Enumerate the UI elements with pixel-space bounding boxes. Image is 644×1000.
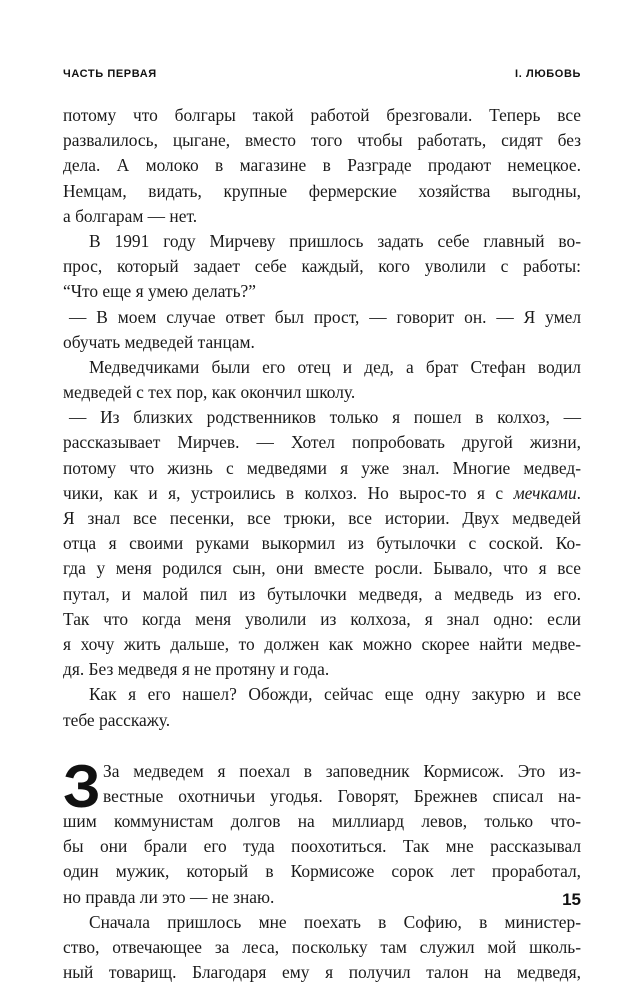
text-line: тебе расскажу. bbox=[63, 709, 171, 730]
text-line: Медведчиками были его отец и дед, а брат Стефан водил bbox=[89, 356, 581, 377]
text-line: потому что жизнь с медведями я уже знал. Многие медвед- bbox=[63, 457, 581, 478]
text-line: медведей с тех пор, как окончил школу. bbox=[63, 382, 356, 403]
text-line: — В моем случае ответ был прост, — говорит он. — Я умел bbox=[69, 306, 581, 327]
text-line: гда у меня родился сын, они вместе росли. Бывало, что я все bbox=[63, 558, 581, 579]
drop-cap: З bbox=[63, 752, 101, 820]
text-line: — Из близких родственников только я пошел в колхоз, — bbox=[69, 407, 581, 428]
text-line: но правда ли это — не знаю. bbox=[63, 886, 275, 907]
text-line: вестные охотничьи угодья. Говорят, Брежнев списал на- bbox=[103, 785, 581, 806]
text-line: “Что еще я умею делать?” bbox=[63, 281, 256, 302]
text-line: Немцам, видать, крупные фермерские хозяйства выгодны, bbox=[63, 180, 581, 201]
italic-word: мечками bbox=[513, 482, 577, 503]
text-line: ный товарищ. Благодаря ему я получил талон на медведя, bbox=[63, 962, 581, 983]
text-line: В 1991 году Мирчеву пришлось задать себе главный во- bbox=[89, 230, 581, 251]
text-segment: . bbox=[576, 482, 581, 503]
text-line: я хочу жить дальше, то должен как можно скорее найти медве- bbox=[63, 633, 581, 654]
text-line: За медведем я поехал в заповедник Кормисож. Это из- bbox=[103, 760, 581, 781]
header-part-title: ЧАСТЬ ПЕРВАЯ bbox=[63, 68, 157, 80]
text-line: прос, который задает себе каждый, кого уволили с работы: bbox=[63, 256, 581, 277]
text-line: один мужик, который в Кормисоже сорок лет проработал, bbox=[63, 861, 581, 882]
header-chapter-title: I. ЛЮБОВЬ bbox=[515, 68, 581, 80]
page-number: 15 bbox=[562, 890, 581, 909]
page-body bbox=[63, 103, 581, 985]
section-break bbox=[63, 733, 581, 759]
text-line: Сначала пришлось мне поехать в Софию, в министер- bbox=[89, 911, 581, 932]
text-line: шим коммунистам долгов на миллиард левов, только что- bbox=[63, 811, 581, 832]
text-line: Как я его нашел? Обожди, сейчас еще одну закурю и все bbox=[89, 684, 581, 705]
text-line: дела. А молоко в магазине в Разграде продают немецкое. bbox=[63, 155, 581, 176]
text-line: Так что когда меня уволили из колхоза, я знал одно: если bbox=[63, 608, 581, 629]
text-line bbox=[63, 481, 581, 506]
text-line: ство, отвечающее за леса, поскольку там служил мой школь- bbox=[63, 937, 581, 957]
section-two bbox=[63, 752, 581, 986]
text-line: обучать медведей танцам. bbox=[63, 331, 255, 352]
text-segment: чики, как и я, устроились в колхоз. Но вырос-то я с bbox=[63, 482, 514, 503]
text-line: бы они брали его туда поохотиться. Так мне рассказывал bbox=[63, 836, 581, 857]
text-line: рассказывает Мирчев. — Хотел попробовать другой жизни, bbox=[63, 432, 581, 453]
text-line: Я знал все песенки, все трюки, все истории. Двух медведей bbox=[63, 508, 581, 528]
text-line: путал, и малой пил из бутылочки медведя, а медведь из его. bbox=[63, 583, 581, 604]
text-line: развалилось, цыгане, вместо того чтобы работать, сидят без bbox=[63, 130, 581, 151]
text-line: дя. Без медведя я не протяну и года. bbox=[63, 659, 330, 680]
text-line: а болгарам — нет. bbox=[63, 205, 198, 226]
text-line: отца я своими руками выкормил из бутылочки с соской. Ко- bbox=[63, 533, 581, 554]
text-line: потому что болгары такой работой брезговали. Теперь все bbox=[63, 105, 581, 125]
running-header bbox=[63, 68, 581, 84]
